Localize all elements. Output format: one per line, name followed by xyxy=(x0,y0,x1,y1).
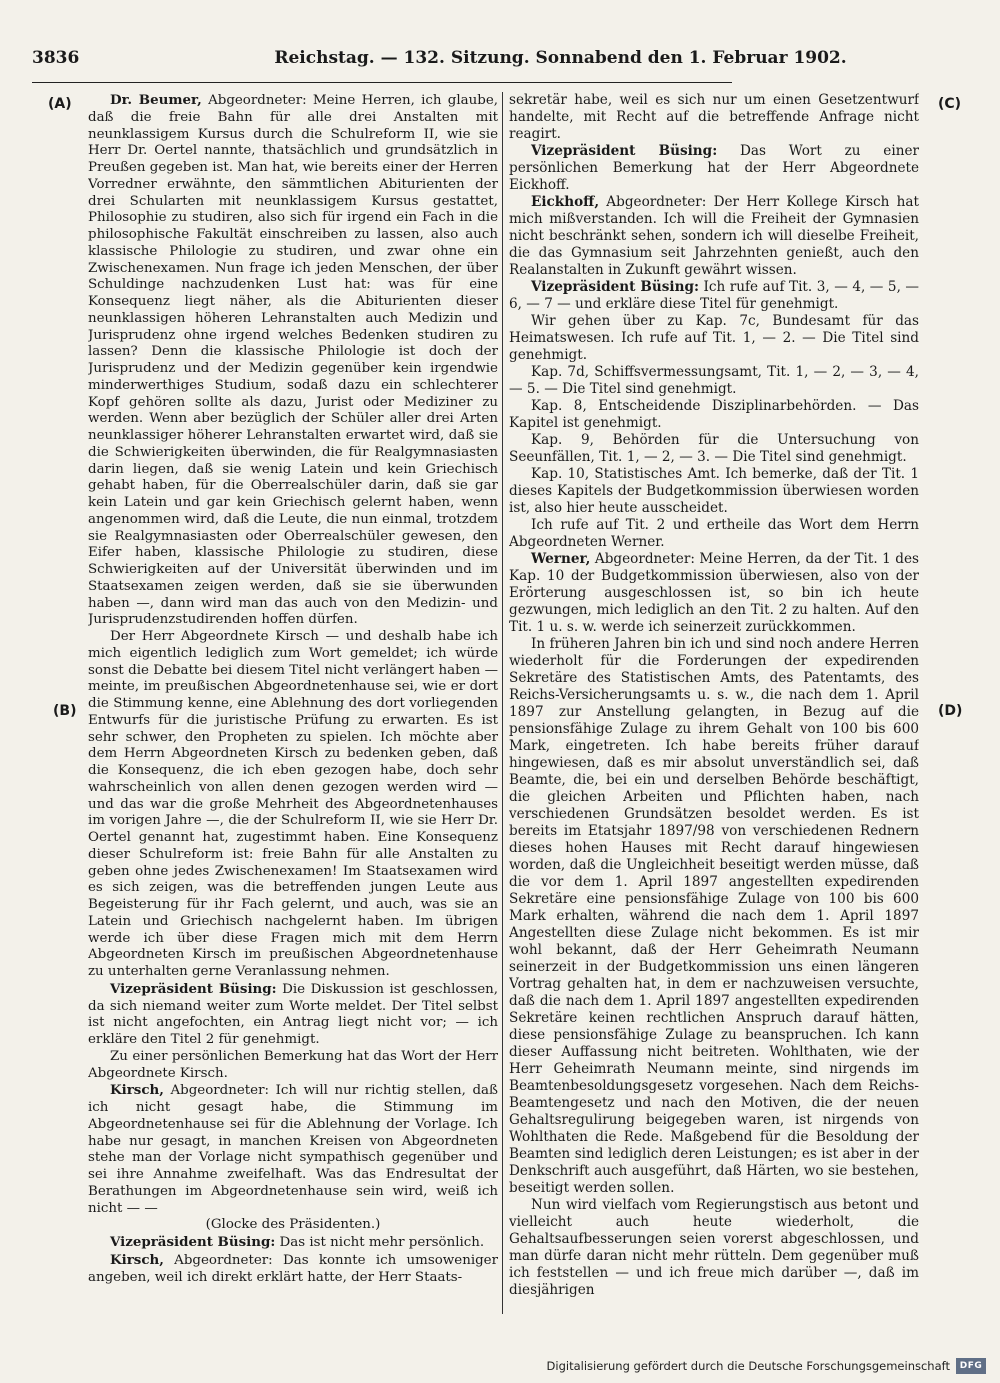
paragraph-text: Kap. 9, Behörden für die Untersuchung von Seeunfällen, Tit. 1, — 2, — 3. — Die Titel sind genehmigt. xyxy=(509,432,919,465)
paragraph xyxy=(88,1252,498,1287)
speaker-name: Werner, xyxy=(531,551,591,567)
speaker-name: Dr. Beumer, xyxy=(110,92,202,108)
paragraph-text: sekretär habe, weil es sich nur um einen Gesetzentwurf handelte, mit Recht auf die betreffende Anfrage nicht reagirt. xyxy=(509,92,919,142)
paragraph xyxy=(509,466,919,517)
margin-marker-a: (A) xyxy=(48,96,72,112)
paragraph-text: Der Herr Abgeordnete Kirsch — und deshalb habe ich mich eigentlich lediglich zum Wort gemeldet; ich würde sonst die Debatte bei diesem Titel nicht verlängert haben — meinte, im preußischen Abgeordnetenhause sei, wie er dort die Stimmung kenne, eine Ablehnung des dort vorliegenden Entwurfs für die juristische Prüfung zu erwarten. Es ist sehr schwer, den Propheten zu spielen. Ich möchte aber dem Herrn Abgeordneten Kirsch zu bedenken geben, daß die Konsequenz, die ich eben gezogen habe, doch sehr wahrscheinlich von allen denen gezogen werden wird — und das war die große Mehrheit des Abgeordnetenhauses im vorigen Jahre —, die der Schulreform II, wie sie Herr Dr. Oertel genannt hat, zugestimmt haben. Eine Konsequenz dieser Schulreform ist: freie Bahn für alle Anstalten zu geben ohne jedes Zwischenexamen! Im Staatsexamen wird es sich zeigen, was die betreffenden jungen Leute aus Begeisterung für ihr Fach gelernt, und auch, was sie an Latein und Griechisch nachgelernt haben. Im übrigen werde ich über diese Fragen mich mit dem Herrn Abgeordneten Kirsch im preußischen Abgeordnetenhause zu unterhalten gerne Veranlassung nehmen. xyxy=(88,629,498,979)
paragraph xyxy=(509,432,919,466)
paragraph-text: Wir gehen über zu Kap. 7c, Bundesamt für das Heimatswesen. Ich rufe auf Tit. 1, — 2. — Die Titel sind genehmigt. xyxy=(509,313,919,363)
paragraph xyxy=(509,551,919,636)
speaker-name: Eickhoff, xyxy=(531,194,600,210)
margin-marker-c: (C) xyxy=(938,96,962,112)
margin-marker-d: (D) xyxy=(938,703,963,719)
page-header xyxy=(32,48,847,78)
paragraph-text: (Glocke des Präsidenten.) xyxy=(205,1217,381,1233)
paragraph-text: Abgeordneter: Ich will nur richtig stellen, daß ich nicht gesagt habe, die Stimmung im Abgeordnetenhause sei für die Ablehnung der Vorlage. Ich habe nur gesagt, in manchen Kreisen von Abgeordneten stehe man der Vorlage nicht sympathisch gegenüber und sei ihre Annahme zweifelhaft. Was das Endresultat der Berathungen im Abgeordnetenhause sein wird, weiß ich nicht — — xyxy=(88,1083,498,1216)
right-column xyxy=(509,92,919,1314)
paragraph-text: Ich rufe auf Tit. 3, — 4, — 5, — 6, — 7 — und erkläre diese Titel für genehmigt. xyxy=(509,279,919,312)
paragraph xyxy=(88,1234,498,1252)
paragraph xyxy=(88,92,498,629)
paragraph-text: Zu einer persönlichen Bemerkung hat das Wort der Herr Abgeordnete Kirsch. xyxy=(88,1048,498,1081)
paragraph-text: Abgeordneter: Meine Herren, ich glaube, daß die freie Bahn für alle drei Anstalten mit neunklassigem Kursus durch die Schulreform II, wie sie Herr Dr. Oertel nannte, thatsächlich und grundsätzlich in Preußen gegeben ist. Man hat, wie bereits einer der Herren Vorredner erwähnte, den sämmtlichen Abiturienten der drei Schularten mit neunklassigem Kursus gestattet, Philosophie zu studiren, also sich für irgend ein Fach in die philosophische Fakultät einschreiben zu lassen, also auch klassische Philologie zu studiren, und zwar ohne ein Zwischenexamen. Nun frage ich jeden Menschen, der über Schuldinge nachzudenken Lust hat: was für eine Konsequenz liegt näher, als die Abiturienten dieser neunklassigen höheren Lehranstalten auch Medizin und Jurisprudenz ohne irgend welches Bedenken studiren zu lassen? Denn die klassische Philologie ist doch der Jurisprudenz und der Medizin gegenüber kein irgendwie minderwerthiges Studium, sodaß dazu ein schlechterer Kopf gehören sollte als dazu, Jurist oder Mediziner zu werden. Wenn aber bezüglich der Schüler aller drei Arten neunklassiger höherer Lehranstalten erwartet wird, daß sie die Schwierigkeiten überwinden, die für Realgymnasiasten darin liegen, daß sie wenig Latein und kein Griechisch gehabt haben, für die Oberrealschüler darin, daß sie gar kein Latein und gar kein Griechisch gelernt haben, wenn angenommen wird, daß die Leute, die nun einmal, trotzdem sie Realgymnasiasten oder Oberrealschüler gewesen, den Eifer haben, klassische Philologie zu studiren, diese Schwierigkeiten auf der Universität überwinden und im Staatsexamen zeigen werden, daß sie sie überwunden haben —, dann wird man das auch von den Medizin- und Jurisprudenzstudirenden hoffen dürfen. xyxy=(88,93,498,628)
speaker-name: Vizepräsident Büsing: xyxy=(110,1234,276,1250)
paragraph xyxy=(509,517,919,551)
speaker-name: Vizepräsident Büsing: xyxy=(531,143,718,159)
paragraph xyxy=(509,1197,919,1299)
paragraph-text: Kap. 8, Entscheidende Disziplinarbehörden. — Das Kapitel ist genehmigt. xyxy=(509,398,919,431)
paragraph-text: Kap. 10, Statistisches Amt. Ich bemerke, daß der Tit. 1 dieses Kapitels der Budgetkommission überwiesen worden ist, also hier heute ausscheidet. xyxy=(509,466,919,516)
dfg-logo: DFG xyxy=(956,1358,986,1374)
paragraph-text: Das Wort zu einer persönlichen Bemerkung hat der Herr Abgeordnete Eickhoff. xyxy=(509,143,919,193)
header-rule xyxy=(32,82,732,83)
paragraph xyxy=(509,143,919,194)
speaker-name: Kirsch, xyxy=(110,1251,164,1268)
paragraph-text: Das ist nicht mehr persönlich. xyxy=(275,1235,485,1250)
speaker-name: Vizepräsident Büsing: xyxy=(110,980,277,997)
paragraph-text: In früheren Jahren bin ich und sind noch andere Herren wiederholt für die Forderungen der expedirenden Sekretäre des Statistischen Amts, des Patentamts, des Reichs-Versicherungsamts u. s. w., die nach dem 1. April 1897 zur Anstellung gelangten, in Bezug auf die pensionsfähige Zulage zu ihrem Gehalt von 100 bis 600 Mark, eingetreten. Ich habe bereits früher darauf hingewiesen, daß es mir absolut unverständlich sei, daß Beamte, die, bei ein und derselben Behörde beschäftigt, die gleichen Arbeiten und Pflichten haben, nach verschiedenen Grundsätzen besoldet werden. Es ist bereits im Etatsjahr 1897/98 von verschiedenen Rednern dieses hohen Hauses mit Recht darauf hingewiesen worden, daß die Ungleichheit beseitigt werden müsse, daß die vor dem 1. April 1897 angestellten expedirenden Sekretäre eine pensionsfähige Zulage von 100 bis 600 Mark erhalten, während die nach dem 1. April 1897 Angestellten diese Zulage nicht bekommen. Es ist mir wohl bekannt, daß der Herr Geheimrath Neumann seinerzeit in der Budgetkommission uns einen längeren Vortrag gehalten hat, in dem er nachzuweisen versuchte, daß die nach dem 1. April 1897 angestellten expedirenden Sekretäre keinen rechtlichen Anspruch darauf hätten, diese pensionsfähige Zulage zu beanspruchen. Ich kann dieser Auffassung nicht beitreten. Wohlthaten, wie der Herr Geheimrath Neumann meinte, sind nirgends im Beamtenbesoldungsgesetz vorgesehen. Nach dem Reichs-Beamtengesetz und nach den Motiven, die der neuen Gehaltsregulirung beigegeben waren, ist nirgends von Wohlthaten die Rede. Maßgebend für die Besoldung der Beamten sind lediglich deren Leistungen; es ist aber in der Denkschrift auch ausgeführt, daß Härten, wo sie bestehen, beseitigt werden sollen. xyxy=(509,636,919,1196)
paragraph-text: Abgeordneter: Meine Herren, da der Tit. 1 des Kap. 10 der Budgetkommission überwiesen, also von der Erörterung ausgeschlossen ist, so bin ich heute gezwungen, mich lediglich an den Tit. 2 zu halten. Auf den Tit. 1 u. s. w. werde ich seinerzeit zurückkommen. xyxy=(509,551,919,635)
paragraph xyxy=(509,636,919,1197)
paragraph-text: Abgeordneter: Das konnte ich umsoweniger angeben, weil ich direkt erklärt hatte, der Herr Staats- xyxy=(88,1252,498,1285)
paragraph-text: Nun wird vielfach vom Regierungstisch aus betont und vielleicht auch heute wiederholt, die Gehaltsaufbesserungen seien vorerst abgeschlossen, und man dürfe daran nicht mehr rütteln. Dem gegenüber muß ich feststellen — und ich freue mich darüber —, daß im diesjährigen xyxy=(509,1197,919,1298)
speaker-name: Vizepräsident Büsing: xyxy=(531,279,699,295)
paragraph xyxy=(88,1049,498,1083)
page-footer xyxy=(547,1358,986,1374)
column-divider xyxy=(502,92,503,1314)
paragraph xyxy=(88,1082,498,1217)
paragraph xyxy=(509,194,919,279)
paragraph-text: Abgeordneter: Der Herr Kollege Kirsch hat mich mißverstanden. Ich will die Freiheit der Gymnasien nicht beschränkt sehen, sondern ich will dieselbe Freiheit, die das Gymnasium seit Jahrzehnten genießt, auch den Realanstalten in Zukunft gewährt wissen. xyxy=(509,194,919,278)
digitization-credit: Digitalisierung gefördert durch die Deutsche Forschungsgemeinschaft xyxy=(546,1359,950,1373)
paragraph xyxy=(509,398,919,432)
paragraph xyxy=(509,92,919,143)
paragraph xyxy=(509,364,919,398)
running-head: Reichstag. — 132. Sitzung. Sonnabend den 1. Februar 1902. xyxy=(274,48,847,68)
page-number: 3836 xyxy=(32,48,80,68)
paragraph xyxy=(509,313,919,364)
paragraph xyxy=(88,981,498,1049)
paragraph xyxy=(88,629,498,981)
paragraph-text: Ich rufe auf Tit. 2 und ertheile das Wort dem Herrn Abgeordneten Werner. xyxy=(509,517,919,550)
paragraph xyxy=(88,1217,498,1234)
paragraph-text: Die Diskussion ist geschlossen, da sich niemand weiter zum Worte meldet. Der Titel selbst ist nicht angefochten, ein Antrag liegt nicht vor; — ich erkläre den Titel 2 für genehmigt. xyxy=(88,981,498,1047)
paragraph-text: Kap. 7d, Schiffsvermessungsamt, Tit. 1, — 2, — 3, — 4, — 5. — Die Titel sind genehmigt. xyxy=(509,364,919,397)
left-column xyxy=(88,92,498,1314)
paragraph xyxy=(509,279,919,313)
speaker-name: Kirsch, xyxy=(110,1082,164,1099)
margin-marker-b: (B) xyxy=(53,703,77,719)
